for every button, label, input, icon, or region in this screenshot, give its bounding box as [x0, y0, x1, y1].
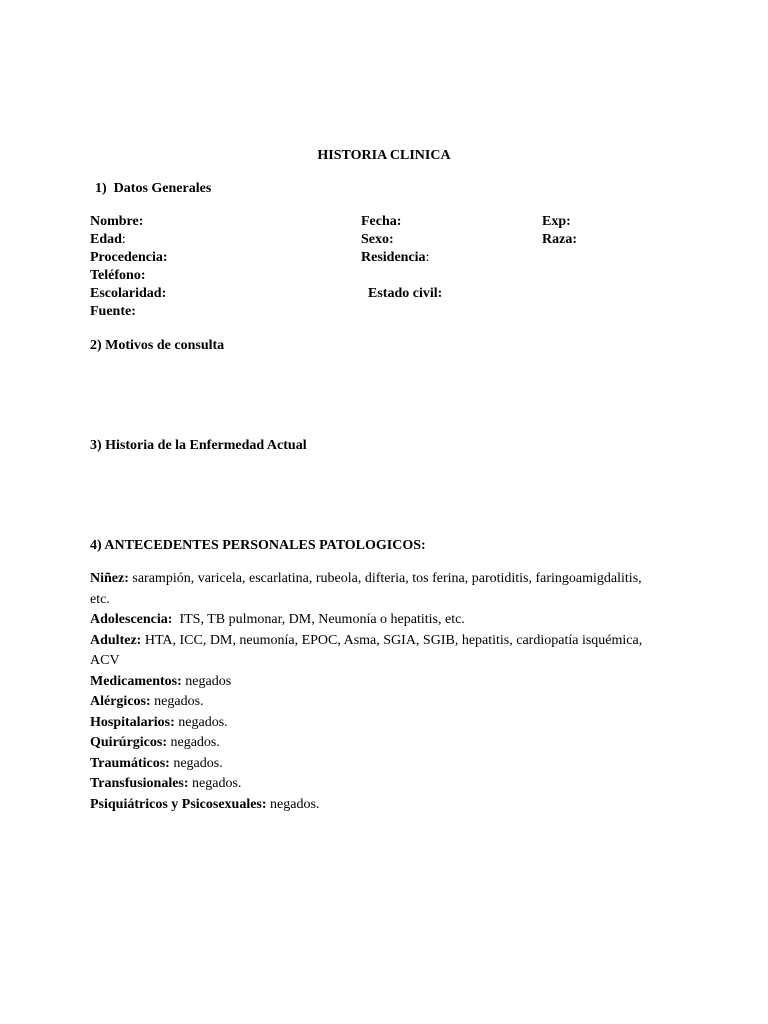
antecedente-text: sarampión, varicela, escarlatina, rubeola, difteria, tos ferina, parotiditis, faringoamigdalitis, etc.	[90, 571, 642, 607]
antecedente-label: Niñez:	[90, 571, 129, 586]
antecedente-transfusionales	[90, 774, 650, 795]
antecedente-text: negados.	[188, 776, 242, 791]
field-fecha: Fecha:	[361, 214, 402, 229]
antecedente-psiquiatricos	[90, 795, 650, 816]
antecedente-text: negados.	[169, 755, 223, 771]
antecedente-adolescencia	[90, 610, 650, 631]
section-1-heading	[95, 180, 211, 198]
field-sexo: Sexo:	[361, 232, 394, 247]
antecedente-label: Alérgicos:	[90, 694, 151, 709]
antecedente-text: negados	[181, 673, 232, 689]
field-fuente: Fuente:	[90, 304, 136, 319]
antecedente-text: HTA, ICC, DM, neumonía, EPOC, Asma, SGIA, SGIB, hepatitis, cardiopatía isquémica, ACV	[90, 632, 643, 668]
antecedente-traumaticos	[90, 754, 650, 775]
field-edad-colon: :	[121, 232, 126, 247]
field-estado-civil: Estado civil:	[368, 286, 443, 301]
field-raza: Raza:	[542, 232, 577, 247]
antecedente-label: Hospitalarios:	[90, 714, 175, 730]
field-edad-label: Edad	[90, 232, 122, 247]
antecedente-adultez	[90, 631, 650, 672]
section-3-heading: 3) Historia de la Enfermedad Actual	[90, 438, 307, 453]
antecedente-hospitalarios	[90, 713, 650, 734]
antecedente-text: negados.	[266, 796, 320, 812]
field-residencia	[361, 249, 429, 267]
document-title: HISTORIA CLINICA	[317, 148, 451, 163]
antecedente-text: negados.	[174, 714, 228, 730]
section-2-heading: 2) Motivos de consulta	[90, 338, 225, 353]
antecedente-text: ITS, TB pulmonar, DM, Neumonía o hepatitis, etc.	[172, 612, 465, 627]
antecedente-label: Traumáticos:	[90, 755, 170, 771]
antecedente-label: Psiquiátricos y Psicosexuales:	[90, 796, 267, 812]
antecedente-medicamentos	[90, 672, 650, 693]
antecedente-text: negados.	[150, 694, 204, 709]
antecedente-ninez	[90, 569, 650, 610]
field-edad	[90, 231, 126, 249]
antecedente-label: Adultez:	[90, 632, 142, 648]
antecedente-alergicos	[90, 692, 650, 713]
field-residencia-colon: :	[425, 250, 430, 265]
section-1-number: 1)	[95, 181, 107, 196]
antecedente-label: Adolescencia:	[90, 612, 173, 627]
field-escolaridad: Escolaridad:	[90, 286, 167, 301]
antecedente-label: Transfusionales:	[90, 776, 189, 791]
field-exp: Exp:	[542, 214, 571, 229]
field-procedencia: Procedencia:	[90, 250, 168, 265]
antecedente-text: negados.	[167, 735, 220, 750]
section-4-heading: 4) ANTECEDENTES PERSONALES PATOLOGICOS:	[90, 538, 426, 553]
section-1-title: Datos Generales	[113, 181, 212, 196]
antecedentes-list	[90, 569, 650, 815]
field-residencia-label: Residencia	[361, 250, 426, 265]
antecedente-label: Quirúrgicos:	[90, 735, 167, 750]
antecedente-quirurgicos	[90, 733, 650, 754]
field-telefono: Teléfono:	[90, 268, 146, 283]
antecedente-label: Medicamentos:	[90, 673, 182, 689]
field-nombre: Nombre:	[90, 214, 144, 229]
